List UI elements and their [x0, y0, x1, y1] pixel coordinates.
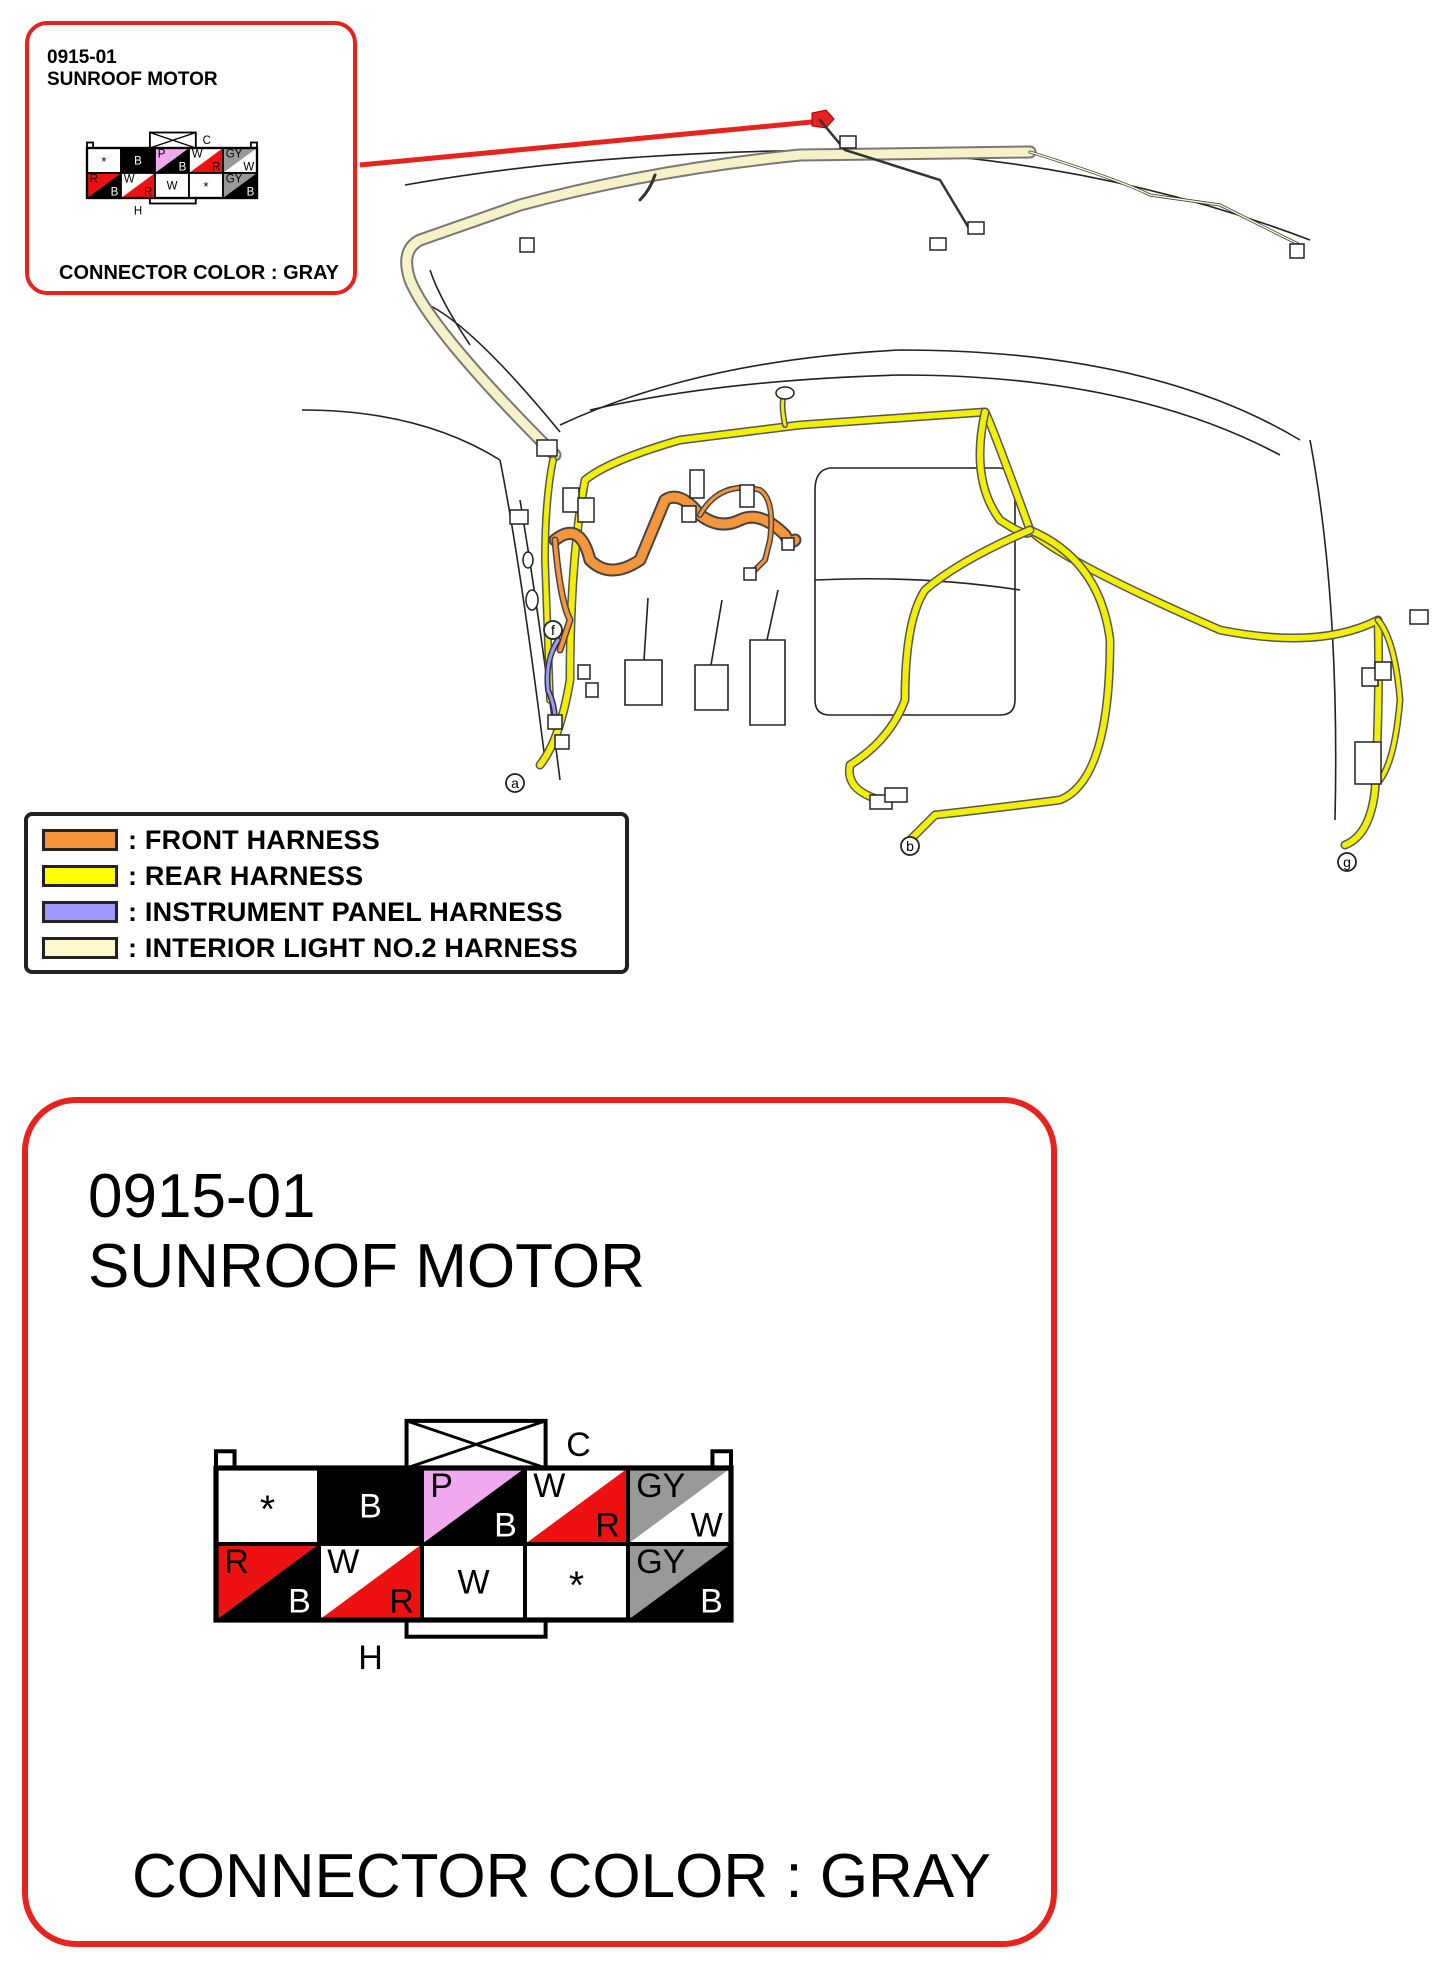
legend-swatch — [42, 937, 118, 959]
connector-color-label: CONNECTOR COLOR : GRAY — [59, 262, 340, 284]
connector-pin — [525, 1544, 628, 1620]
connector-pinout-small — [83, 127, 303, 247]
connector-color-label: CONNECTOR COLOR : GRAY — [132, 1842, 991, 1911]
point-label-a: a — [511, 775, 519, 791]
pin-color-code: R — [389, 1582, 414, 1621]
connector-pin — [422, 1544, 525, 1620]
connector-name: SUNROOF MOTOR — [88, 1232, 645, 1301]
connector-pin — [216, 1543, 319, 1621]
connector-pin — [628, 1543, 731, 1621]
legend-swatch — [42, 865, 118, 887]
legend-item-rear-harness — [42, 860, 363, 892]
legend-swatch — [42, 901, 118, 923]
pin-color-code: B — [700, 1582, 723, 1621]
connector-name: SUNROOF MOTOR — [47, 69, 218, 90]
pin-color-code: B — [178, 161, 187, 174]
connector-pin — [189, 148, 223, 174]
legend-item-front-harness — [42, 824, 380, 856]
pin-color-code: GY — [636, 1542, 686, 1581]
legend-label: : REAR HARNESS — [128, 860, 364, 891]
pin-color-code: R — [595, 1506, 620, 1545]
pin-color-code: W — [191, 148, 203, 161]
connector-pin — [319, 1543, 422, 1621]
point-label-markers — [506, 621, 1356, 871]
legend-item-instrument-panel-harness — [42, 896, 563, 928]
connector-pin — [628, 1467, 731, 1545]
connector-label-c: C — [202, 135, 211, 148]
connector-pin — [121, 148, 155, 173]
connector-code: 0915-01 — [88, 1162, 316, 1231]
pin-color-code: R — [224, 1542, 249, 1581]
connector-pin — [155, 148, 189, 174]
point-label-f: f — [551, 622, 555, 638]
connector-label-c: C — [566, 1426, 591, 1465]
pin-color-code: B — [494, 1506, 517, 1545]
vehicle-body-outline — [302, 150, 1336, 820]
pin-color-code: R — [143, 186, 153, 199]
connector-pin — [189, 173, 223, 198]
empty-pin-marker: * — [203, 179, 209, 194]
pin-color-code: P — [157, 148, 166, 161]
pin-color-code: GY — [636, 1466, 686, 1505]
point-label-g: g — [1343, 854, 1351, 870]
point-label-b: b — [906, 838, 914, 854]
connector-pin — [121, 173, 155, 199]
pin-color-code: W — [690, 1506, 723, 1545]
connector-label-h: H — [358, 1639, 383, 1678]
pin-color-code: P — [430, 1466, 453, 1505]
empty-pin-marker: * — [259, 1488, 276, 1532]
connector-callout-small — [25, 21, 357, 295]
connector-pin — [319, 1468, 422, 1544]
interior-light-no2-harness-route — [407, 120, 1300, 455]
connector-pinout-large — [206, 1408, 766, 1728]
pin-color-code: W — [327, 1542, 360, 1581]
pin-color-code: W — [123, 173, 135, 186]
connector-code: 0915-01 — [47, 47, 117, 68]
legend-item-interior-light-no2-harness — [42, 932, 578, 964]
pin-color-code: W — [243, 161, 255, 174]
legend-label: : FRONT HARNESS — [128, 824, 380, 855]
pin-color-code: W — [533, 1466, 566, 1505]
pin-color-code: R — [89, 173, 99, 186]
connector-callout-large — [22, 1097, 1057, 1947]
pin-color-code: B — [246, 186, 255, 199]
pin-color-code: B — [134, 155, 142, 168]
legend-label: : INTERIOR LIGHT NO.2 HARNESS — [128, 932, 578, 963]
connector-pin — [422, 1467, 525, 1545]
connector-pin — [525, 1467, 628, 1545]
connector-label-h: H — [133, 205, 143, 218]
pin-color-code: B — [288, 1582, 311, 1621]
connector-pin — [223, 173, 257, 199]
legend-swatch — [42, 829, 118, 851]
pin-color-code: GY — [225, 173, 243, 186]
pin-color-code: GY — [225, 148, 243, 161]
harness-legend — [24, 812, 629, 974]
connector-pin — [87, 148, 121, 173]
pin-color-code: W — [457, 1563, 490, 1602]
pin-color-code: R — [211, 161, 221, 174]
legend-label: : INSTRUMENT PANEL HARNESS — [128, 896, 563, 927]
empty-pin-marker: * — [568, 1564, 585, 1608]
connector-pin — [216, 1468, 319, 1544]
pin-color-code: B — [110, 186, 119, 199]
rear-harness-route — [540, 395, 1400, 845]
empty-pin-marker: * — [101, 154, 107, 169]
pin-color-code: B — [359, 1487, 382, 1526]
connector-pin — [87, 173, 121, 199]
pin-color-code: W — [166, 180, 178, 193]
connector-pin — [223, 148, 257, 174]
connector-pin — [155, 173, 189, 198]
